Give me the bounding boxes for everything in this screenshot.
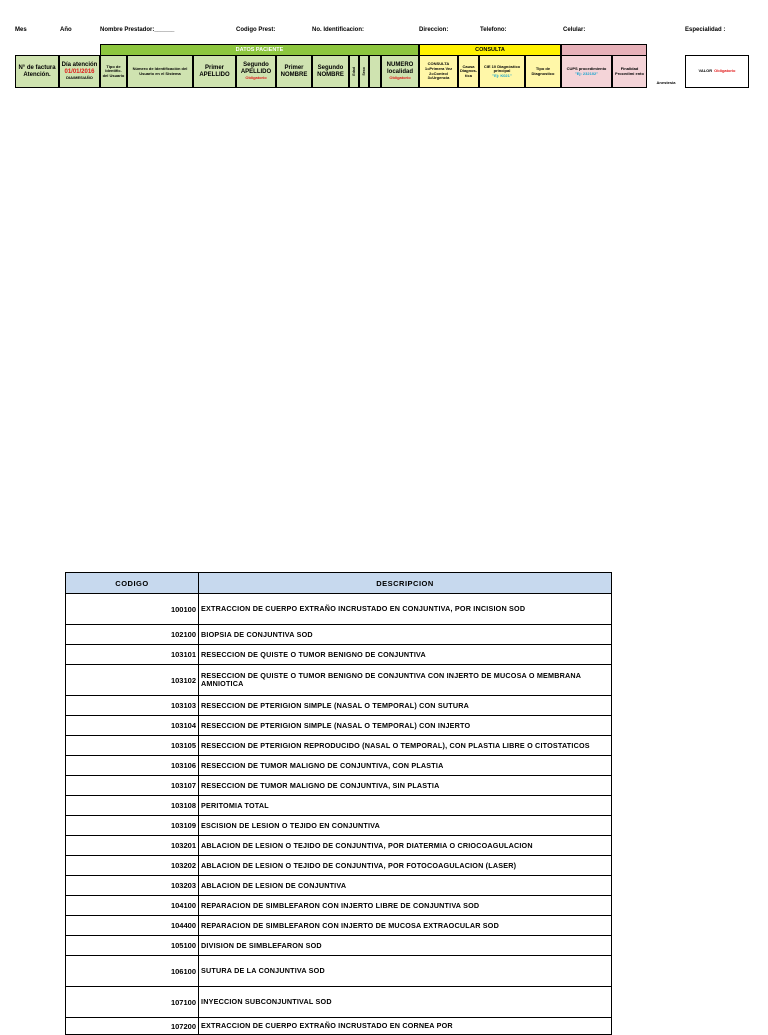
codigo-cell: 103101 [66,645,199,664]
table-row [66,665,611,696]
descripcion-cell: EXTRACCION DE CUERPO EXTRAÑO INCRUSTADO EN CORNEA POR [201,1021,453,1031]
col-factura: N° de factura Atención. [15,55,59,88]
ano-label: Año [60,27,72,33]
table-row [66,876,611,896]
cie10-example: "Ej: K021" [492,72,512,78]
table-row [66,987,611,1018]
table-row [66,696,611,716]
datos-paciente-band: DATOS PACIENTE [100,44,419,55]
table-row [66,736,611,756]
codigo-cell: 103108 [66,796,199,815]
col-primer-nombre: Primer NOMBRE [276,55,312,88]
col-valor [685,55,749,88]
table-row [66,956,611,987]
dia-atencion-format: DIA/MES/AÑO [66,75,93,81]
col-tipo-diagnostico: Tipo de Diagnostico [525,55,561,88]
descripcion-cell: RESECCION DE PTERIGION SIMPLE (NASAL O TEMPORAL) CON SUTURA [201,700,470,710]
descripcion-cell: REPARACION DE SIMBLEFARON CON INJERTO DE MUCOSA EXTRAOCULAR SOD [201,920,499,930]
table-row [66,645,611,665]
descripcion-cell: SUTURA DE LA CONJUNTIVA SOD [201,966,325,976]
segundo-apellido-label: Segundo APELLIDO [240,62,272,76]
especialidad-label: Especialidad : [685,27,726,33]
codigo-cell: 103104 [66,716,199,735]
codigo-cell: 100100 [66,594,199,624]
cups-code-table [65,572,612,1035]
codigo-prest-label: Codigo Prest: [236,27,276,33]
col-tipo-identif: Tipo de Identific. del Usuario [100,55,127,88]
table-header [66,573,611,594]
descripcion-cell: RESECCION DE PTERIGION SIMPLE (NASAL O TEMPORAL) CON INJERTO [201,720,471,730]
descripcion-cell: ABLACION DE LESION O TEJIDO DE CONJUNTIVA, POR DIATERMIA O CRIOCOAGULACION [201,840,533,850]
col-blank [369,55,381,88]
cie10-label: CIE 10 Diagnóstico principal [483,63,521,74]
col-numero-localidad [381,55,419,88]
codigo-header: CODIGO [66,573,199,593]
numero-localidad-label: NUMERO localidad [386,62,414,76]
dia-atencion-date: 01/01/2016 [64,69,95,76]
nombre-prestador-label: Nombre Prestador:______ [100,27,175,33]
table-row [66,594,611,625]
descripcion-cell: INYECCION SUBCONJUNTIVAL SOD [201,997,332,1007]
codigo-cell: 107100 [66,987,199,1017]
table-body [66,594,611,1034]
descripcion-cell: ABLACION DE LESION O TEJIDO DE CONJUNTIVA, POR FOTOCOAGULACION (LASER) [201,860,517,870]
direccion-label: Direccion: [419,27,449,33]
descripcion-cell: ABLACION DE LESION DE CONJUNTIVA [201,880,347,890]
col-edad: Edad [349,55,359,88]
codigo-cell: 103203 [66,876,199,895]
descripcion-cell: RESECCION DE TUMOR MALIGNO DE CONJUNTIVA, SIN PLASTIA [201,780,440,790]
descripcion-cell: ESCISION DE LESION O TEJIDO EN CONJUNTIVA [201,820,380,830]
col-consulta-tipo: CONSULTA 1=Primera Vez 2=Control 3=Urgencia [419,55,458,88]
codigo-cell: 103109 [66,816,199,835]
codigo-cell: 106100 [66,956,199,986]
celular-label: Celular: [563,27,586,33]
codigo-cell: 107200 [66,1018,199,1034]
table-row [66,776,611,796]
codigo-cell: 104100 [66,896,199,915]
col-dia-atencion [59,55,100,88]
col-sexo: Sexo [359,55,369,88]
col-cie10 [479,55,525,88]
valor-label: VALOR [698,68,713,74]
codigo-cell: 103107 [66,776,199,795]
dia-atencion-label: Día atención [61,62,98,69]
codigo-cell: 103201 [66,836,199,855]
table-row [66,796,611,816]
col-cups [561,55,612,88]
col-primer-apellido: Primer APELLIDO [193,55,236,88]
descripcion-cell: PERITOMIA TOTAL [201,800,269,810]
col-segundo-apellido [236,55,276,88]
descripcion-header: DESCRIPCION [376,578,434,588]
segundo-apellido-note: Obligatorio [245,75,267,81]
descripcion-cell: DIVISION DE SIMBLEFARON SOD [201,940,322,950]
codigo-cell: 103105 [66,736,199,755]
table-row [66,896,611,916]
table-row [66,1018,611,1034]
descripcion-cell: RESECCION DE QUISTE O TUMOR BENIGNO DE CONJUNTIVA [201,649,426,659]
numero-localidad-note: Obligatorio [389,75,411,81]
codigo-cell: 105100 [66,936,199,955]
col-segundo-nombre: Segundo NOMBRE [312,55,349,88]
table-row [66,836,611,856]
table-row [66,916,611,936]
table-row [66,936,611,956]
codigo-cell: 104400 [66,916,199,935]
codigo-cell: 103102 [66,665,199,695]
table-row [66,625,611,645]
cups-label: CUPS procedimiento [566,65,607,71]
descripcion-cell: EXTRACCION DE CUERPO EXTRAÑO INCRUSTADO EN CONJUNTIVA, POR INCISION SOD [201,604,526,614]
rips-header-grid [0,44,768,88]
codigo-cell: 103106 [66,756,199,775]
descripcion-cell: REPARACION DE SIMBLEFARON CON INJERTO LIBRE DE CONJUNTIVA SOD [201,900,480,910]
procedimiento-band [561,44,647,55]
telefono-label: Telefono: [480,27,507,33]
table-row [66,816,611,836]
descripcion-cell: RESECCION DE TUMOR MALIGNO DE CONJUNTIVA, CON PLASTIA [201,760,444,770]
table-row [66,756,611,776]
col-causa-diagnostica: Causa Diagnos- tica [458,55,479,88]
codigo-cell: 102100 [66,625,199,644]
col-finalidad: Finalidad Procedimi ento [612,55,647,88]
table-row [66,856,611,876]
codigo-cell: 103202 [66,856,199,875]
no-identificacion-label: No. Identificacion: [312,27,365,33]
table-row [66,716,611,736]
col-numero-identif: Número de Identificación del Usuario en el Sistema [127,55,193,88]
mes-label: Mes [15,27,27,33]
col-anestesia: Anestesia [656,80,676,86]
consulta-band: CONSULTA [419,44,561,55]
descripcion-cell: RESECCION DE QUISTE O TUMOR BENIGNO DE CONJUNTIVA CON INJERTO DE MUCOSA O MEMBRANA AMNIOTICA [201,671,581,688]
descripcion-cell: BIOPSIA DE CONJUNTIVA SOD [201,629,313,639]
cups-example: "Ej: 232102" [574,70,599,76]
codigo-cell: 103103 [66,696,199,715]
descripcion-cell: RESECCION DE PTERIGION REPRODUCIDO (NASAL O TEMPORAL), CON PLASTIA LIBRE O CITOSTATICOS [201,740,590,750]
valor-note: Obligatorio [714,68,736,74]
